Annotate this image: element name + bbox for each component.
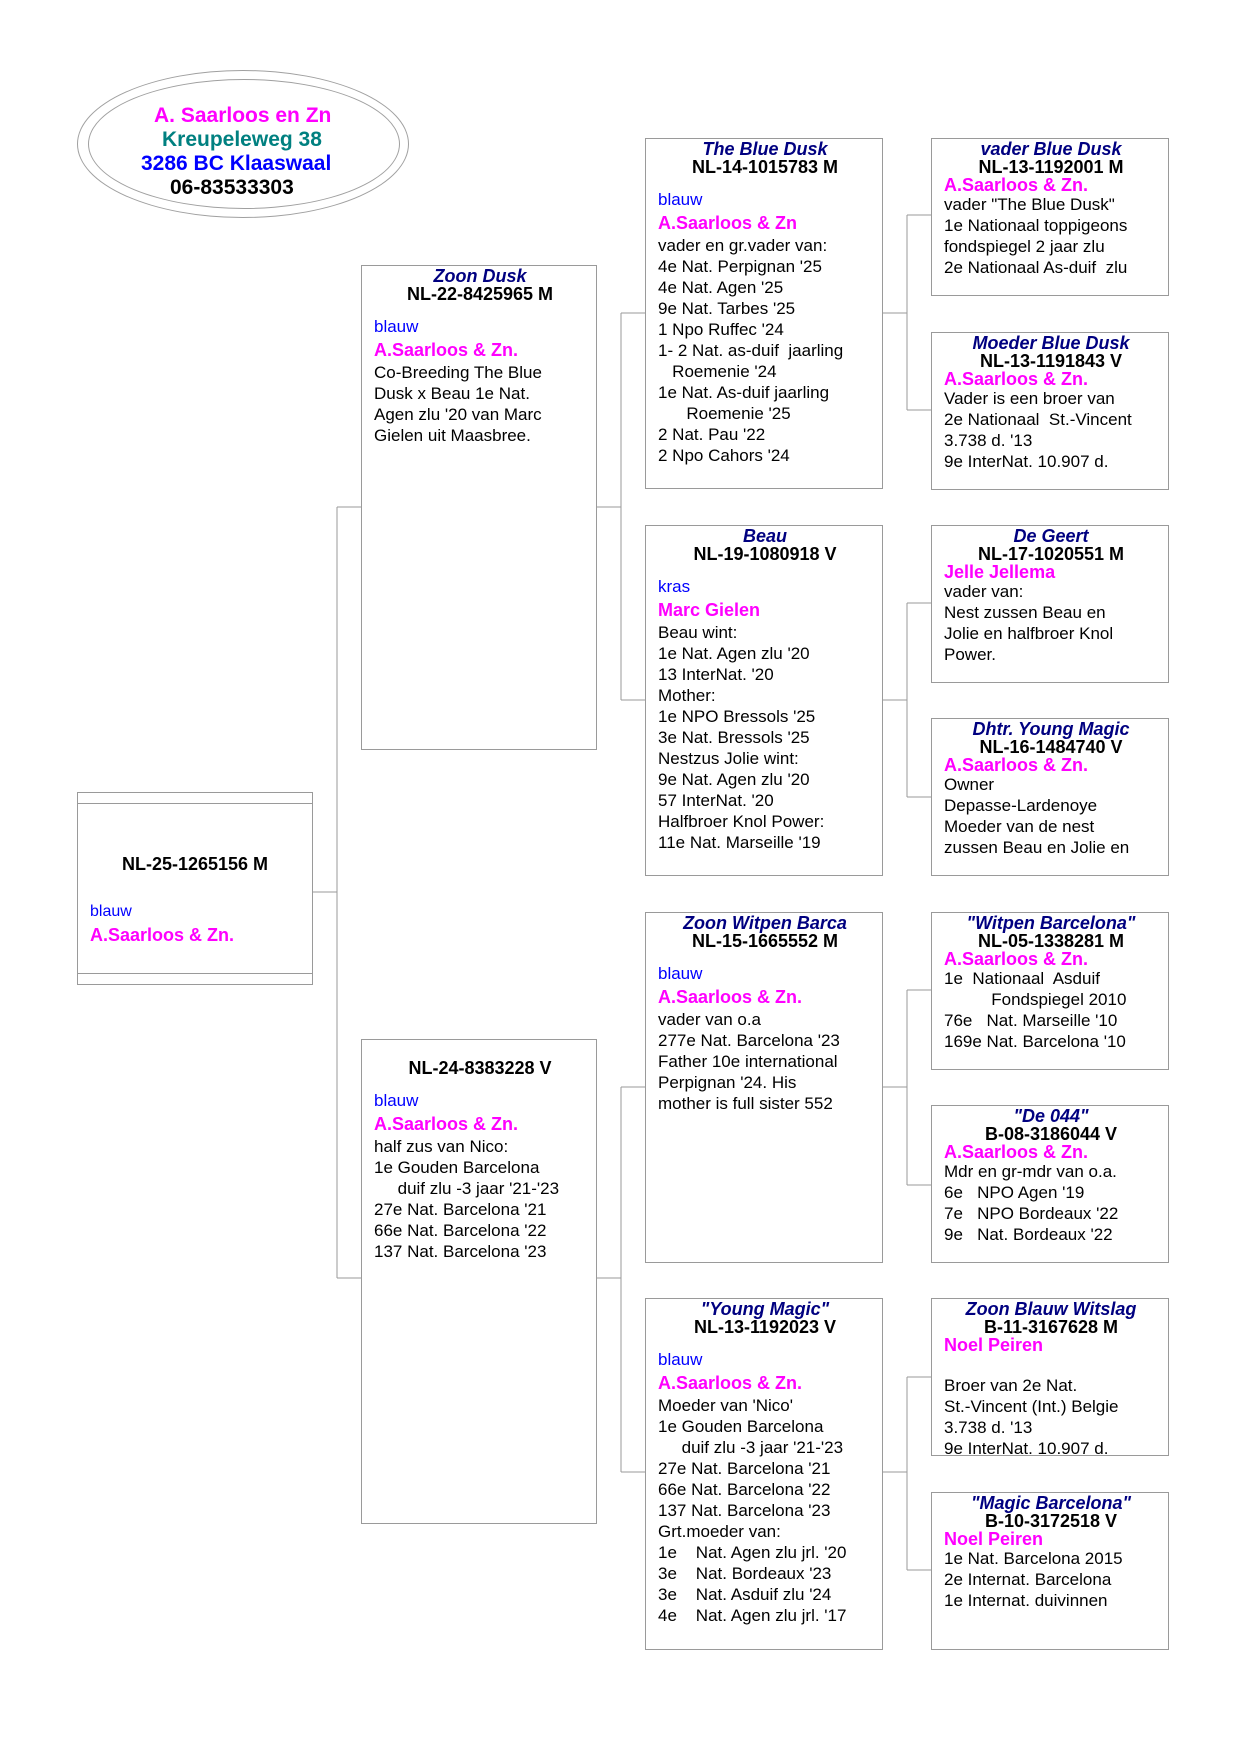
info-line: 3.738 d. '13: [944, 1418, 1033, 1437]
pigeon-color: blauw: [90, 903, 132, 920]
ancestor-card-mmm: [931, 1492, 1169, 1650]
info-line: Agen zlu '20 van Marc: [374, 405, 542, 424]
info-line: 1e Nat. Barcelona 2015: [944, 1549, 1123, 1568]
grandsire-paternal-ring: NL-14-1015783 M: [691, 157, 839, 177]
ancestor-owner: A.Saarloos & Zn.: [944, 369, 1089, 389]
ancestor-ring: B-10-3172518 V: [984, 1511, 1118, 1531]
grandsire-maternal-info: [658, 1009, 872, 1114]
ancestor-owner: Noel Peiren: [944, 1335, 1044, 1355]
divider: [78, 803, 312, 804]
ancestor-info: [944, 968, 1158, 1052]
ancestor-card-mmf: [931, 1298, 1169, 1456]
info-line: Fondspiegel 2010: [944, 990, 1127, 1009]
grandsire-maternal-ring: NL-15-1665552 M: [691, 931, 839, 951]
ancestor-info: [944, 194, 1158, 278]
info-line: Father 10e international: [658, 1052, 838, 1071]
ancestor-info: [944, 1548, 1158, 1611]
ancestor-info: [944, 1354, 1158, 1456]
info-line: 3.738 d. '13: [944, 431, 1033, 450]
ancestor-owner: A.Saarloos & Zn.: [944, 1142, 1089, 1162]
info-line: 4e Nat. Perpignan '25: [658, 257, 822, 276]
info-line: [944, 1354, 1158, 1375]
ancestor-card-fff: [931, 138, 1169, 296]
mother-info: [374, 1136, 586, 1262]
ancestor-name: Moeder Blue Dusk: [972, 333, 1130, 353]
grandsire-paternal-info: [658, 235, 872, 466]
granddam-maternal-owner: A.Saarloos & Zn.: [658, 1373, 803, 1393]
loft-city: 3286 BC Klaaswaal: [141, 152, 332, 175]
info-line: Halfbroer Knol Power:: [658, 812, 825, 831]
granddam-maternal-card: [645, 1298, 883, 1650]
info-line: vader van:: [944, 582, 1024, 601]
info-line: 2 Nat. Pau '22: [658, 425, 766, 444]
info-line: duif zlu -3 jaar '21-'23: [374, 1179, 560, 1198]
info-line: vader en gr.vader van:: [658, 236, 828, 255]
ancestor-owner: Jelle Jellema: [944, 562, 1056, 582]
granddam-paternal-color: kras: [658, 577, 691, 596]
granddam-paternal-info: [658, 622, 872, 853]
info-line: Roemenie '25: [658, 404, 791, 423]
ancestor-info: [944, 388, 1158, 472]
info-line: Mother:: [658, 686, 716, 705]
ancestor-name: Dhtr. Young Magic: [972, 719, 1130, 739]
info-line: 57 InterNat. '20: [658, 791, 774, 810]
ring-number: NL-25-1265156 M: [121, 854, 269, 874]
info-line: Owner: [944, 775, 995, 794]
info-line: 4e Nat. Agen zlu jrl. '17: [658, 1606, 847, 1625]
info-line: duif zlu -3 jaar '21-'23: [658, 1438, 844, 1457]
info-line: fondspiegel 2 jaar zlu: [944, 237, 1105, 256]
ancestor-owner: A.Saarloos & Zn.: [944, 949, 1089, 969]
info-line: 9e InterNat. 10.907 d.: [944, 1439, 1109, 1456]
grandsire-paternal-color: blauw: [658, 190, 703, 209]
father-info: [374, 362, 586, 446]
info-line: vader van o.a: [658, 1010, 762, 1029]
info-line: Broer van 2e Nat.: [944, 1376, 1078, 1395]
divider: [78, 973, 312, 974]
info-line: half zus van Nico:: [374, 1137, 509, 1156]
info-line: Roemenie '24: [658, 362, 777, 381]
ancestor-info: [944, 774, 1158, 858]
info-line: 11e Nat. Marseille '19: [658, 833, 821, 852]
ancestor-info: [944, 581, 1158, 665]
info-line: Vader is een broer van: [944, 389, 1115, 408]
ancestor-info: [944, 1161, 1158, 1245]
ancestor-card-mff: [931, 912, 1169, 1070]
ancestor-name: "Witpen Barcelona": [966, 913, 1136, 933]
info-line: 66e Nat. Barcelona '22: [658, 1480, 831, 1499]
info-line: 2e Nationaal As-duif zlu: [944, 258, 1128, 277]
info-line: 1e Nat. As-duif jaarling: [658, 383, 830, 402]
info-line: zussen Beau en Jolie en: [944, 838, 1130, 857]
ancestor-ring: NL-16-1484740 V: [979, 737, 1123, 757]
info-line: Depasse-Lardenoye: [944, 796, 1098, 815]
info-line: Nestzus Jolie wint:: [658, 749, 799, 768]
granddam-paternal-name: Beau: [742, 526, 787, 546]
grandsire-paternal-owner: A.Saarloos & Zn: [658, 213, 798, 233]
info-line: 13 InterNat. '20: [658, 665, 774, 684]
ancestor-card-fmm: [931, 718, 1169, 876]
info-line: 1e Gouden Barcelona: [658, 1417, 824, 1436]
info-line: 3e Nat. Bressols '25: [658, 728, 810, 747]
granddam-maternal-name: "Young Magic": [700, 1299, 830, 1319]
granddam-maternal-color: blauw: [658, 1350, 703, 1369]
ancestor-name: Zoon Blauw Witslag: [965, 1299, 1137, 1319]
info-line: vader "The Blue Dusk": [944, 195, 1115, 214]
info-line: Moeder van de nest: [944, 817, 1095, 836]
info-line: 1e Gouden Barcelona: [374, 1158, 540, 1177]
mother-color: blauw: [374, 1091, 419, 1110]
father-name: Zoon Dusk: [433, 266, 527, 286]
info-line: 1- 2 Nat. as-duif jaarling: [658, 341, 844, 360]
grandsire-maternal-card: [645, 912, 883, 1263]
info-line: 1 Npo Ruffec '24: [658, 320, 784, 339]
info-line: 2 Npo Cahors '24: [658, 446, 790, 465]
grandsire-maternal-owner: A.Saarloos & Zn.: [658, 987, 803, 1007]
mother-owner: A.Saarloos & Zn.: [374, 1114, 519, 1134]
ancestor-name: De Geert: [1013, 526, 1089, 546]
ancestor-ring: NL-05-1338281 M: [977, 931, 1125, 951]
ancestor-ring: B-11-3167628 M: [983, 1317, 1119, 1337]
granddam-paternal-owner: Marc Gielen: [658, 600, 761, 620]
loft-name: A. Saarloos en Zn: [154, 104, 332, 127]
info-line: 169e Nat. Barcelona '10: [944, 1032, 1126, 1051]
info-line: 76e Nat. Marseille '10: [944, 1011, 1118, 1030]
info-line: Grt.moeder van:: [658, 1522, 781, 1541]
granddam-maternal-info: [658, 1395, 872, 1626]
ancestor-card-fmf: [931, 525, 1169, 683]
info-line: 9e Nat. Tarbes '25: [658, 299, 796, 318]
loft-street: Kreupeleweg 38: [162, 128, 322, 151]
ancestor-ring: NL-17-1020551 M: [977, 544, 1125, 564]
info-line: Dusk x Beau 1e Nat.: [374, 384, 530, 403]
info-line: 3e Nat. Bordeaux '23: [658, 1564, 832, 1583]
ancestor-card-ffm: [931, 332, 1169, 490]
ancestor-owner: A.Saarloos & Zn.: [944, 175, 1089, 195]
info-line: 27e Nat. Barcelona '21: [374, 1200, 547, 1219]
father-ring: NL-22-8425965 M: [406, 284, 554, 304]
info-line: 3e Nat. Asduif zlu '24: [658, 1585, 832, 1604]
info-line: 9e InterNat. 10.907 d.: [944, 452, 1109, 471]
info-line: 1e NPO Bressols '25: [658, 707, 816, 726]
grandsire-paternal-card: [645, 138, 883, 489]
pigeon-owner: A.Saarloos & Zn.: [90, 925, 235, 945]
info-line: Perpignan '24. His: [658, 1073, 797, 1092]
info-line: 137 Nat. Barcelona '23: [658, 1501, 831, 1520]
grandsire-paternal-name: The Blue Dusk: [702, 139, 828, 159]
grandsire-maternal-color: blauw: [658, 964, 703, 983]
father-owner: A.Saarloos & Zn.: [374, 340, 519, 360]
info-line: 1e Nationaal toppigeons: [944, 216, 1128, 235]
info-line: St.-Vincent (Int.) Belgie: [944, 1397, 1119, 1416]
loft-phone: 06-83533303: [170, 176, 294, 199]
info-line: 6e NPO Agen '19: [944, 1183, 1085, 1202]
ancestor-ring: NL-13-1191843 V: [979, 351, 1123, 371]
info-line: 9e Nat. Bordeaux '22: [944, 1225, 1113, 1244]
granddam-maternal-ring: NL-13-1192023 V: [693, 1317, 837, 1337]
info-line: 9e Nat. Agen zlu '20: [658, 770, 810, 789]
granddam-paternal-card: [645, 525, 883, 876]
info-line: Co-Breeding The Blue: [374, 363, 542, 382]
info-line: mother is full sister 552: [658, 1094, 833, 1113]
ancestor-name: "Magic Barcelona": [970, 1493, 1132, 1513]
info-line: Moeder van 'Nico': [658, 1396, 793, 1415]
mother-name: [374, 1041, 586, 1059]
info-line: 1e Nationaal Asduif: [944, 969, 1100, 988]
father-card: [361, 265, 597, 750]
info-line: 277e Nat. Barcelona '23: [658, 1031, 840, 1050]
ancestor-ring: NL-13-1192001 M: [978, 157, 1124, 177]
info-line: Nest zussen Beau en: [944, 603, 1106, 622]
father-color: blauw: [374, 317, 419, 336]
info-line: Gielen uit Maasbree.: [374, 426, 531, 445]
info-line: 1e Nat. Agen zlu jrl. '20: [658, 1543, 847, 1562]
mother-card: [361, 1039, 597, 1524]
info-line: 2e Nationaal St.-Vincent: [944, 410, 1132, 429]
info-line: Beau wint:: [658, 623, 738, 642]
ancestor-owner: A.Saarloos & Zn.: [944, 755, 1089, 775]
info-line: Jolie en halfbroer Knol: [944, 624, 1114, 643]
info-line: 1e Internat. duivinnen: [944, 1591, 1108, 1610]
info-line: 1e Nat. Agen zlu '20: [658, 644, 810, 663]
info-line: 27e Nat. Barcelona '21: [658, 1459, 831, 1478]
ancestor-ring: B-08-3186044 V: [984, 1124, 1118, 1144]
info-line: 137 Nat. Barcelona '23: [374, 1242, 547, 1261]
pigeon-card: [77, 792, 313, 985]
mother-ring: NL-24-8383228 V: [408, 1058, 552, 1078]
info-line: Power.: [944, 645, 996, 664]
grandsire-maternal-name: Zoon Witpen Barca: [683, 913, 847, 933]
ancestor-owner: Noel Peiren: [944, 1529, 1044, 1549]
info-line: 7e NPO Bordeaux '22: [944, 1204, 1119, 1223]
info-line: 2e Internat. Barcelona: [944, 1570, 1112, 1589]
ancestor-card-mfm: [931, 1105, 1169, 1263]
ancestor-name: "De 044": [1013, 1106, 1089, 1126]
info-line: 66e Nat. Barcelona '22: [374, 1221, 547, 1240]
info-line: Mdr en gr-mdr van o.a.: [944, 1162, 1117, 1181]
granddam-paternal-ring: NL-19-1080918 V: [693, 544, 837, 564]
info-line: 4e Nat. Agen '25: [658, 278, 784, 297]
ancestor-name: vader Blue Dusk: [980, 139, 1122, 159]
